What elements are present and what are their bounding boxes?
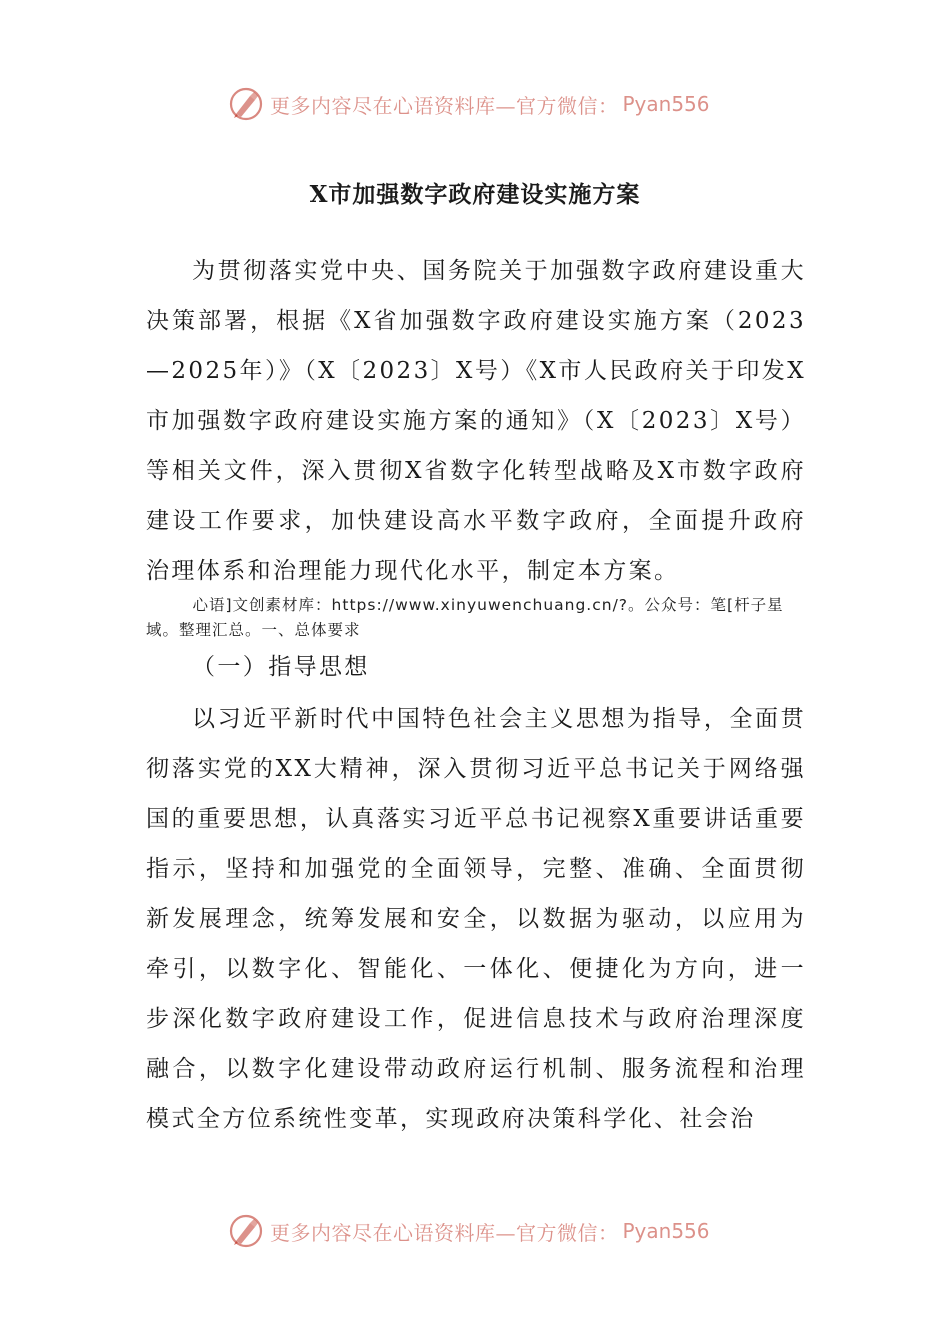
pen-nib-logo-icon — [228, 86, 264, 122]
source-note: 心语]文创素材库：https://www.xinyuwenchuang.cn/?。公众号：笔[杆子星域。整理汇总。一、总体要求 — [146, 596, 784, 639]
watermark-handle: Pyan556 — [622, 1219, 710, 1243]
intro-paragraph: 为贯彻落实党中央、国务院关于加强数字政府建设重大决策部署，根据《X省加强数字政府建设实施方案（2023—2025年）》（X〔2023〕X号）《X市人民政府关于印发X市加强数字政府建设实施方案的通知》（X〔2023〕X号）等相关文件，深入贯彻X省数字化转型战略及X市数字政府建设工作要求，加快建设高水平数字政府，全面提升政府治理体系和治理能力现代化水平，制定本方案。 — [146, 258, 806, 584]
section-heading: （一）指导思想 — [192, 654, 370, 680]
pen-nib-logo-icon — [228, 1213, 264, 1249]
guide-paragraph: 以习近平新时代中国特色社会主义思想为指导，全面贯彻落实党的XX大精神，深入贯彻习近平总书记关于网络强国的重要思想，认真落实习近平总书记视察X重要讲话重要指示，坚持和加强党的全面领导，完整、准确、全面贯彻新发展理念，统筹发展和安全，以数据为驱动，以应用为牵引，以数字化、智能化、一体化、便捷化为方向，进一步深化数字政府建设工作，促进信息技术与政府治理深度融合，以数字化建设带动政府运行机制、服务流程和治理模式全方位系统性变革，实现政府决策科学化、社会治 — [146, 706, 806, 1132]
watermark-handle: Pyan556 — [622, 92, 710, 116]
watermark-banner-top — [228, 84, 748, 124]
intro-paragraph-block — [146, 246, 806, 596]
watermark-banner-bottom — [228, 1211, 748, 1251]
guide-paragraph-block — [146, 694, 806, 1144]
document-title: X市加强数字政府建设实施方案 — [309, 181, 641, 208]
watermark-text: 更多内容尽在心语资料库—官方微信： — [270, 1220, 619, 1245]
watermark-text: 更多内容尽在心语资料库—官方微信： — [270, 93, 619, 118]
